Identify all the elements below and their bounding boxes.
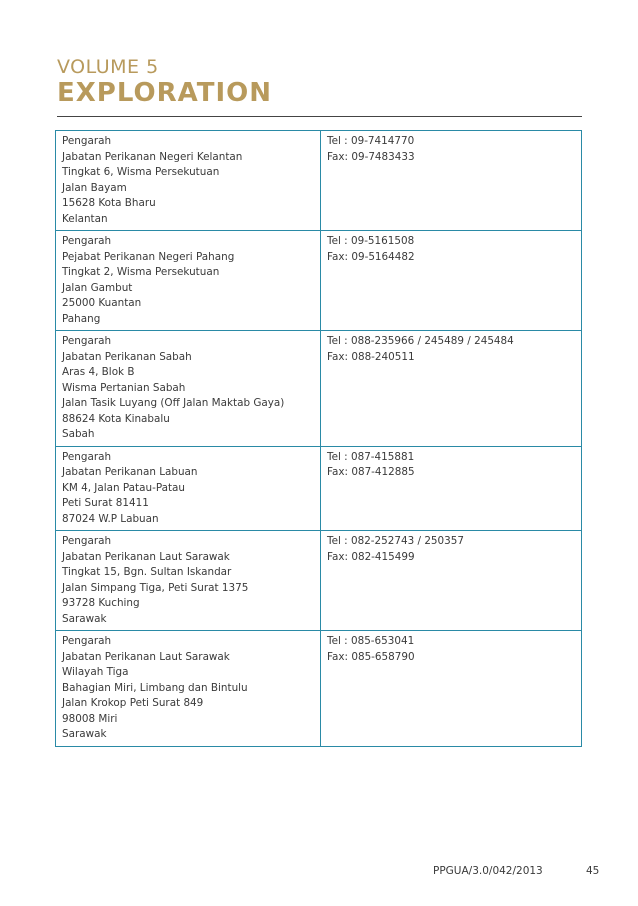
address-cell bbox=[56, 231, 321, 331]
contact-cell bbox=[321, 331, 582, 447]
address-line: Jabatan Perikanan Sabah bbox=[62, 350, 192, 363]
contact-cell bbox=[321, 446, 582, 531]
address-line: Tingkat 15, Bgn. Sultan Iskandar bbox=[62, 566, 232, 578]
address-line: Jabatan Perikanan Negeri Kelantan bbox=[62, 150, 243, 163]
address-line: Pengarah bbox=[62, 135, 112, 147]
address-cell bbox=[56, 531, 321, 631]
fax-line: Fax: 087-412885 bbox=[327, 466, 415, 478]
page-number: 45 bbox=[586, 865, 600, 877]
address-line: Wilayah Tiga bbox=[62, 666, 129, 678]
address-line: Sarawak bbox=[62, 728, 107, 740]
table-row bbox=[56, 331, 582, 447]
fax-line: Fax: 09-7483433 bbox=[327, 150, 415, 163]
address-line: 87024 W.P Labuan bbox=[62, 512, 159, 525]
fax-line: Fax: 082-415499 bbox=[327, 550, 415, 563]
fax-line: Fax: 088-240511 bbox=[327, 350, 415, 363]
address-line: Pengarah bbox=[62, 450, 112, 463]
address-line: Jabatan Perikanan Labuan bbox=[62, 466, 198, 478]
address-cell bbox=[56, 631, 321, 747]
contact-cell bbox=[321, 631, 582, 747]
contact-cell bbox=[321, 531, 582, 631]
address-line: Pengarah bbox=[62, 335, 112, 347]
table-row bbox=[56, 446, 582, 531]
address-line: Jalan Tasik Luyang (Off Jalan Maktab Gaya) bbox=[62, 397, 285, 409]
telephone-line: Tel : 088-235966 / 245489 / 245484 bbox=[327, 335, 514, 347]
address-line: Bahagian Miri, Limbang dan Bintulu bbox=[62, 681, 248, 694]
table-row bbox=[56, 531, 582, 631]
volume-label: VOLUME 5 bbox=[57, 56, 159, 78]
address-line: Pengarah bbox=[62, 235, 112, 247]
address-line: Jalan Gambut bbox=[62, 281, 133, 294]
address-line: Jabatan Perikanan Laut Sarawak bbox=[62, 650, 230, 663]
telephone-line: Tel : 09-5161508 bbox=[327, 235, 415, 247]
contact-cell bbox=[321, 131, 582, 231]
contact-cell bbox=[321, 231, 582, 331]
address-cell bbox=[56, 446, 321, 531]
address-line: 93728 Kuching bbox=[62, 597, 140, 609]
address-line: Jabatan Perikanan Laut Sarawak bbox=[62, 550, 230, 563]
telephone-line: Tel : 082-252743 / 250357 bbox=[327, 535, 464, 547]
address-line: Tingkat 2, Wisma Persekutuan bbox=[62, 266, 220, 278]
address-cell bbox=[56, 131, 321, 231]
address-line: Tingkat 6, Wisma Persekutuan bbox=[62, 166, 220, 178]
address-line: Sabah bbox=[62, 428, 95, 440]
address-line: Pengarah bbox=[62, 635, 112, 647]
address-line: Jalan Bayam bbox=[62, 181, 127, 194]
header-rule bbox=[57, 116, 582, 117]
document-code: PPGUA/3.0/042/2013 bbox=[433, 865, 543, 877]
address-cell bbox=[56, 331, 321, 447]
address-line: 88624 Kota Kinabalu bbox=[62, 412, 170, 425]
telephone-line: Tel : 085-653041 bbox=[327, 635, 415, 647]
table-row bbox=[56, 631, 582, 747]
table-row bbox=[56, 231, 582, 331]
address-line: Aras 4, Blok B bbox=[62, 366, 135, 378]
telephone-line: Tel : 087-415881 bbox=[327, 450, 415, 463]
address-line: Pejabat Perikanan Negeri Pahang bbox=[62, 250, 235, 263]
address-line: Pahang bbox=[62, 312, 101, 325]
address-line: Wisma Pertanian Sabah bbox=[62, 381, 186, 394]
table-row bbox=[56, 131, 582, 231]
address-line: 25000 Kuantan bbox=[62, 297, 142, 309]
address-line: Sarawak bbox=[62, 612, 107, 625]
address-line: Jalan Krokop Peti Surat 849 bbox=[62, 697, 204, 709]
fax-line: Fax: 085-658790 bbox=[327, 650, 415, 663]
contacts-table bbox=[55, 130, 582, 747]
address-line: Jalan Simpang Tiga, Peti Surat 1375 bbox=[62, 581, 249, 594]
address-line: 15628 Kota Bharu bbox=[62, 197, 156, 209]
address-line: Peti Surat 81411 bbox=[62, 497, 149, 509]
address-line: KM 4, Jalan Patau-Patau bbox=[62, 481, 186, 494]
fax-line: Fax: 09-5164482 bbox=[327, 250, 415, 263]
section-title: EXPLORATION bbox=[57, 78, 273, 108]
address-line: Pengarah bbox=[62, 535, 112, 547]
address-line: Kelantan bbox=[62, 212, 108, 225]
address-line: 98008 Miri bbox=[62, 712, 118, 725]
telephone-line: Tel : 09-7414770 bbox=[327, 135, 415, 147]
